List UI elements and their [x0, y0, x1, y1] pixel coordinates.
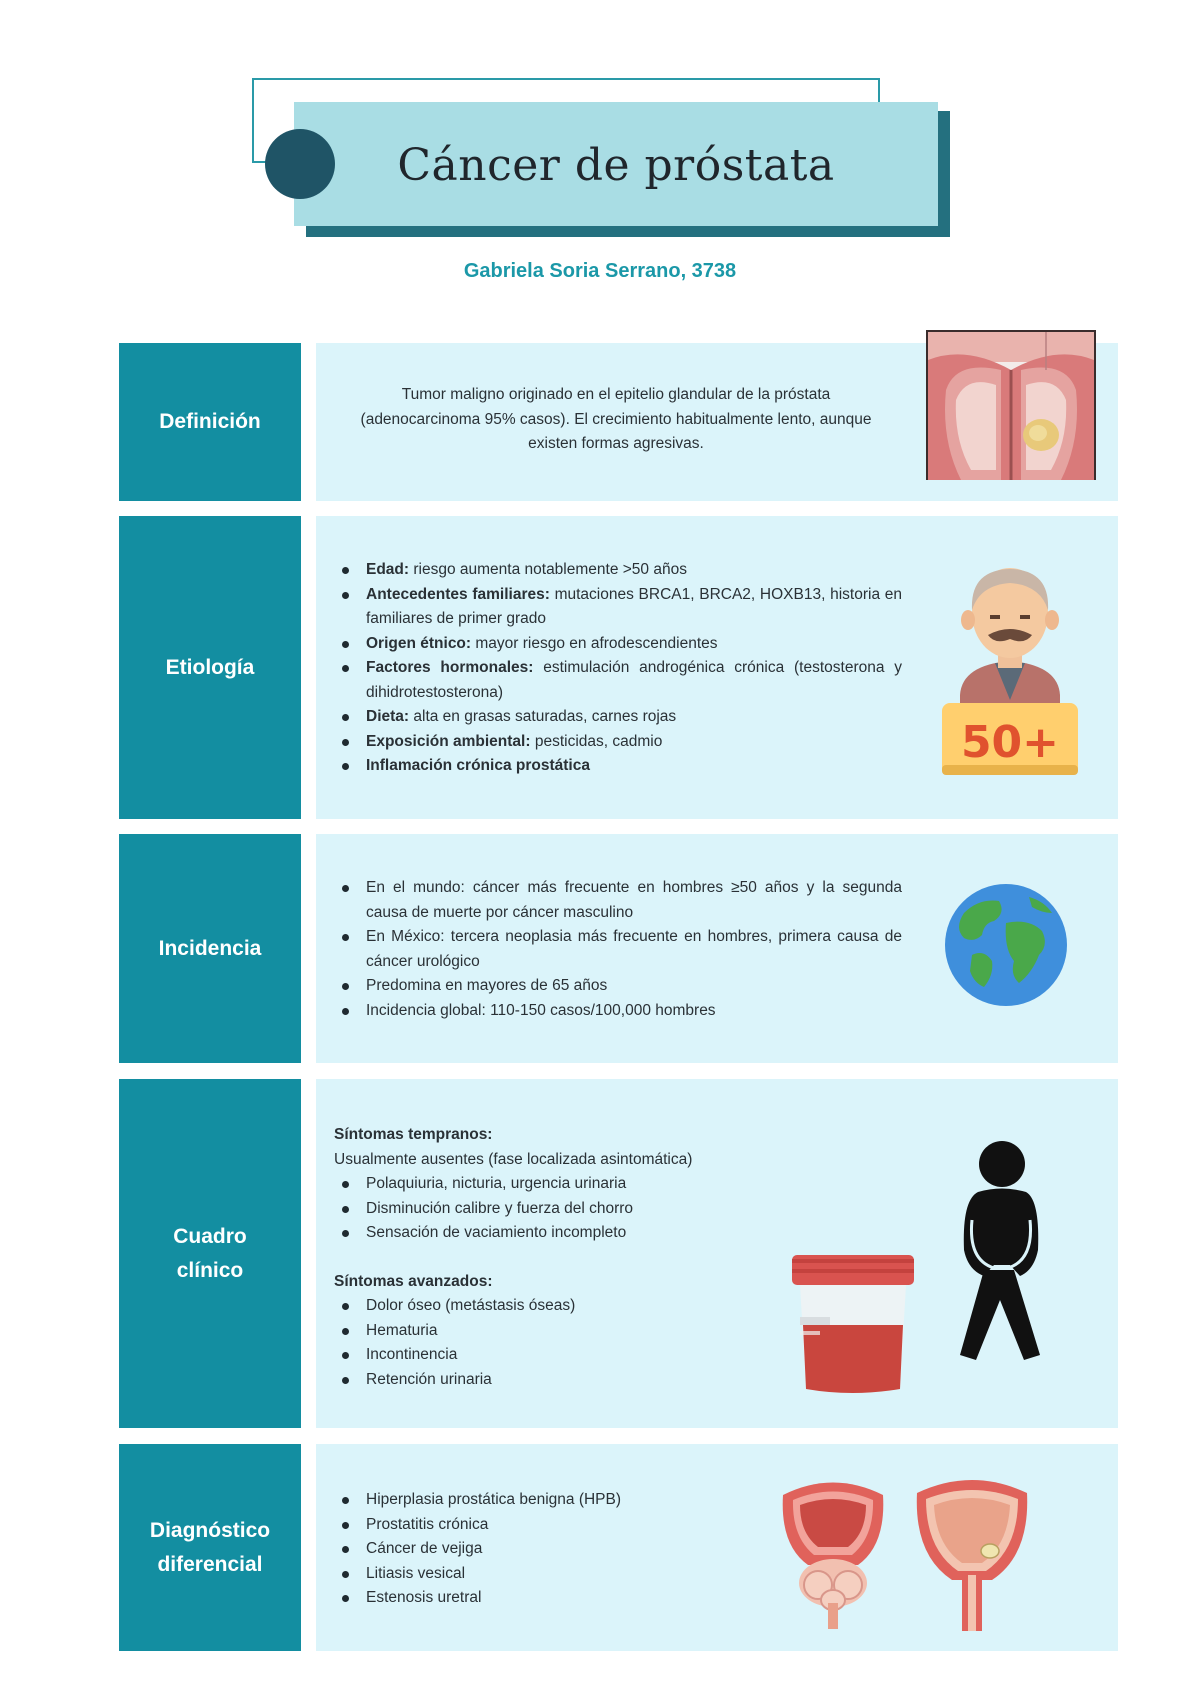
bladder-stone-illustration: [912, 1475, 1032, 1635]
late-symptoms-title: Síntomas avanzados:: [334, 1272, 493, 1290]
list-item: Inflamación crónica prostática: [366, 754, 902, 779]
list-item: Cáncer de vejiga: [366, 1537, 826, 1562]
person-urgency-icon: [950, 1140, 1050, 1362]
list-item: En México: tercera neoplasia más frecuente en hombres, primera causa de cáncer urológico: [366, 925, 902, 974]
age-badge-text: 50+: [960, 717, 1060, 768]
list-item: Antecedentes familiares: mutaciones BRCA1, BRCA2, HOXB13, historia en familiares de primer grado: [366, 583, 902, 632]
section-label-text: Etiología: [165, 655, 255, 679]
definition-text: Tumor maligno originado en el epitelio glandular de la próstata (adenocarcinoma 95% casos). El crecimiento habitualmente lento, aunque existen formas agresivas.: [360, 386, 872, 452]
urine-sample-cup-icon: [792, 1255, 914, 1395]
section-label-etiologia: [119, 516, 301, 819]
early-symptoms-list: [334, 1172, 854, 1246]
prostate-cross-section-illustration: [926, 330, 1096, 480]
list-item: Polaquiuria, nicturia, urgencia urinaria: [366, 1172, 854, 1197]
early-symptoms-title: Síntomas tempranos:: [334, 1126, 493, 1143]
section-label-cuadro: [119, 1079, 301, 1428]
list-item: Predomina en mayores de 65 años: [366, 974, 902, 999]
list-item: Exposición ambiental: pesticidas, cadmio: [366, 730, 902, 755]
list-item: Sensación de vaciamiento incompleto: [366, 1221, 854, 1246]
list-item: Edad: riesgo aumenta notablemente >50 años: [366, 558, 902, 583]
section-label-text: Cuadro clínico: [173, 1224, 247, 1282]
section-label-text: Definición: [159, 410, 261, 433]
list-item: Dieta: alta en grasas saturadas, carnes rojas: [366, 705, 902, 730]
list-item: Estenosis uretral: [366, 1586, 826, 1611]
late-symptoms-list: [334, 1294, 854, 1392]
list-item: Prostatitis crónica: [366, 1513, 826, 1538]
section-label-diferencial: [119, 1444, 301, 1651]
etiology-list: [316, 558, 902, 779]
section-label-incidencia: [119, 834, 301, 1063]
list-item: Hiperplasia prostática benigna (HPB): [366, 1488, 826, 1513]
clinical-text: [334, 1123, 854, 1392]
list-item: Disminución calibre y fuerza del chorro: [366, 1197, 854, 1222]
section-label-text: Incidencia: [158, 936, 262, 960]
list-item: Incontinencia: [366, 1343, 854, 1368]
list-item: Factores hormonales: estimulación androgénica crónica (testosterona y dihidrotestosterona): [366, 656, 902, 705]
list-item: Origen étnico: mayor riesgo en afrodescendientes: [366, 632, 902, 657]
list-item: Dolor óseo (metástasis óseas): [366, 1294, 854, 1319]
list-item: Retención urinaria: [366, 1368, 854, 1393]
list-item: En el mundo: cáncer más frecuente en hombres ≥50 años y la segunda causa de muerte por cáncer masculino: [366, 876, 902, 925]
page-title: Cáncer de próstata: [397, 139, 835, 191]
list-item: Litiasis vesical: [366, 1562, 826, 1587]
globe-icon: [944, 883, 1068, 1007]
list-item: Hematuria: [366, 1319, 854, 1344]
section-label-definicion: [119, 343, 301, 501]
elderly-man-icon: [940, 565, 1080, 780]
differential-list: [316, 1488, 826, 1611]
section-label-text: Diagnóstico diferencial: [149, 1518, 271, 1576]
incidence-list: [316, 876, 902, 1023]
list-item: Incidencia global: 110-150 casos/100,000 hombres: [366, 999, 902, 1024]
bladder-prostate-illustration: [778, 1475, 888, 1630]
early-symptoms-intro: Usualmente ausentes (fase localizada asintomática): [334, 1150, 693, 1168]
author-line: Gabriela Soria Serrano, 3738: [463, 260, 737, 282]
